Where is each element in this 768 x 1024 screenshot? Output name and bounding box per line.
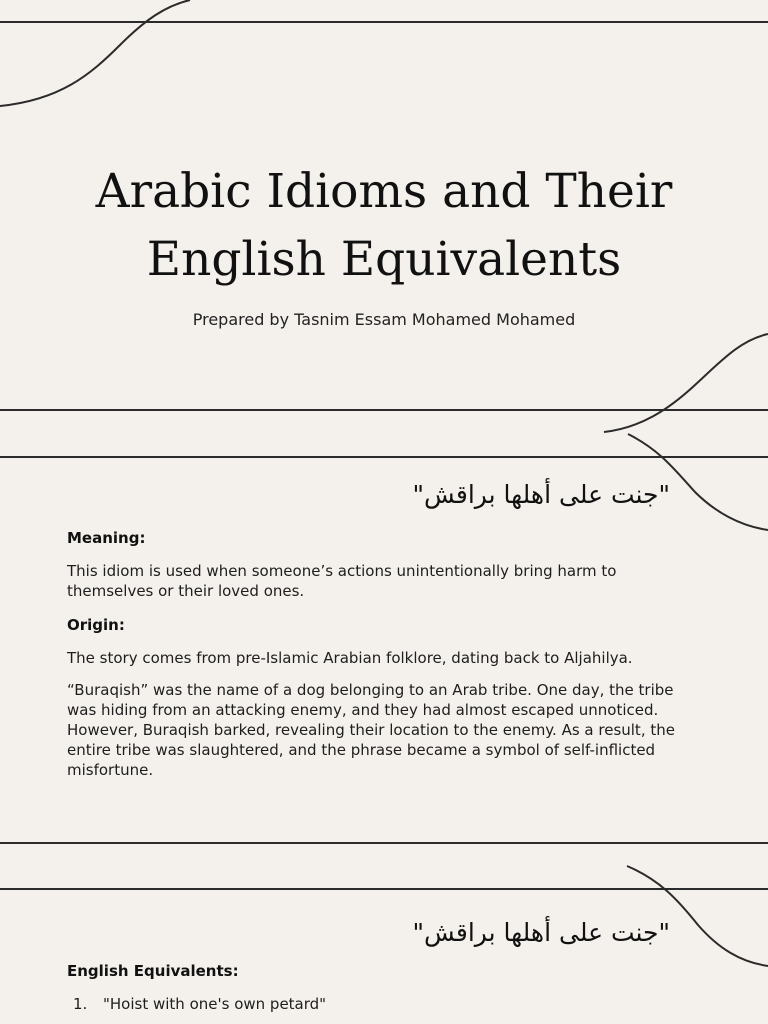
arabic-idiom-heading: "جنت على أهلها براقش" <box>412 918 670 947</box>
meaning-label: Meaning: <box>67 529 146 547</box>
equivalents-list <box>67 995 707 1013</box>
meaning-section <box>67 529 707 601</box>
list-number: 1. <box>73 995 88 1013</box>
page-title: Arabic Idioms and Their English Equivalents <box>95 164 673 287</box>
arabic-idiom-heading: "جنت على أهلها براقش" <box>412 480 670 509</box>
meaning-text: This idiom is used when someone’s actions unintentionally bring harm to themselves or their loved ones. <box>67 562 617 600</box>
origin-section <box>67 616 707 780</box>
origin-text-2: “Buraqish” was the name of a dog belonging to an Arab tribe. One day, the tribe was hiding from an attacking enemy, and they had almost escaped unnoticed. However, Buraqish barked, revealing their location to the enemy. As a result, the entire tribe was slaughtered, and the phrase became a symbol of self-inflicted misfortune. <box>67 681 675 779</box>
equivalents-section <box>67 962 707 980</box>
equivalents-label: English Equivalents: <box>67 962 239 980</box>
author-line: Prepared by Tasnim Essam Mohamed Mohamed <box>192 310 576 329</box>
list-item <box>67 995 707 1013</box>
origin-label: Origin: <box>67 616 125 634</box>
list-item-text: "Hoist with one's own petard" <box>103 995 327 1013</box>
origin-text-1: The story comes from pre-Islamic Arabian folklore, dating back to Aljahilya. <box>67 649 633 667</box>
